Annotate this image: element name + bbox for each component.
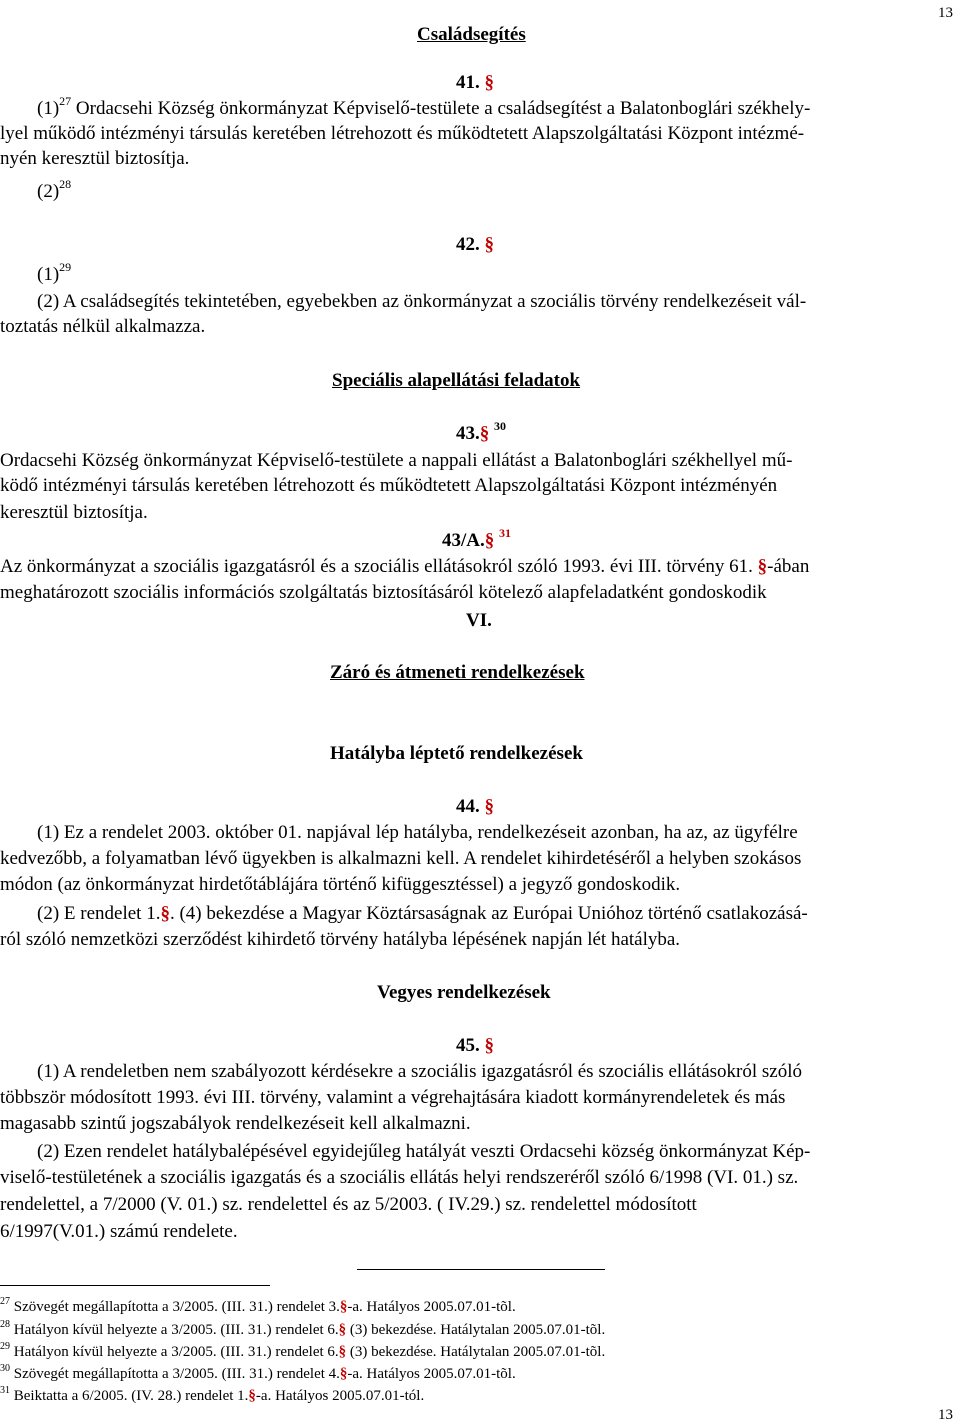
paragraph-43-number: 43.§ $^{30}$ [456,419,506,444]
p43a-line-1: Az önkormányzat a szociális igazgatásról és a szociális ellátásokról szóló 1993. évi III. törvény 61. §-ában [0,556,810,577]
p44-line-4: (2) E rendelet 1.§. (4) bekezdése a Magyar Köztársaságnak az Európai Unióhoz történő csatlakozásá- [37,903,808,924]
footnote-28: $^{28}$ Hatályon kívül helyezte a 3/2005. (III. 31.) rendelet 6.§ (3) bekezdése. Hatálytalan 2005.07.01-tõl. [0,1319,606,1338]
paragraph-44-number: 44. § [456,796,494,817]
p41-line-4: $(2)^{28}$ [37,177,72,202]
heading-vegyes: Vegyes rendelkezések [377,982,551,1003]
p41-line-3: nyén keresztül biztosítja. [0,148,190,169]
p45-line-3: magasabb szintű jogszabályok rendelkezéseit kell alkalmazni. [0,1113,471,1134]
heading-hatalyba: Hatályba léptető rendelkezések [330,743,583,764]
paragraph-43a-number: 43/A.§ $^{31}$ [442,526,511,551]
p44-line-3: módon (az önkormányzat hirdetőtáblájára történő kifüggesztéssel) a jegyző gondoskodik. [0,874,681,895]
p43-line-2: ködő intézményi társulás keretében létrehozott és működtetett Alapszolgáltatási Központ intézményén [0,475,778,496]
paragraph-45-number: 45. § [456,1035,494,1056]
p42-line-2: (2) A családsegítés tekintetében, egyebekben az önkormányzat a szociális törvény rendelkezéseit vál- [37,291,807,312]
p45-line-1: (1) A rendeletben nem szabályozott kérdésekre a szociális igazgatásról és szociális ellátásokról szóló [37,1061,802,1082]
paragraph-41-number: 41. § [456,72,494,93]
p45-line-4: (2) Ezen rendelet hatálybalépésével egyidejűleg hatályát veszti Ordacsehi község önkormányzat Kép- [37,1141,811,1162]
p44-line-1: (1) Ez a rendelet 2003. október 01. napjával lép hatályba, rendelkezéseit azonban, ha az, az ügyfélre [37,822,798,843]
p42-line-1: $(1)^{29}$ [37,260,72,285]
footnote-27: $^{27}$ Szövegét megállapította a 3/2005. (III. 31.) rendelet 3.§-a. Hatályos 2005.07.01-tõl. [0,1296,516,1315]
footnote-separator [0,1285,270,1286]
separator-line [357,1269,605,1270]
p45-line-7: 6/1997(V.01.) számú rendelete. [0,1221,238,1242]
p41-line-2: lyel működő intézményi társulás keretében létrehozott és működtetett Alapszolgáltatási Központ intézmé- [0,123,805,144]
p45-line-5: viselő-testületének a szociális igazgatás és a szociális ellátás helyi rendszeréről szóló 6/1998 (VI. 01.) sz. [0,1167,799,1188]
footnote-31: $^{31}$ Beiktatta a 6/2005. (IV. 28.) rendelet 1.§-a. Hatályos 2005.07.01-tól. [0,1385,425,1404]
p43a-line-2: meghatározott szociális információs szolgáltatás biztosításáról kötelező alapfeladatként gondoskodik [0,582,767,603]
p45-line-2: többször módosított 1993. évi III. törvény, valamint a végrehajtására kiadott kormányrendeletek és más [0,1087,786,1108]
page-number-bottom: 13 [938,1407,953,1423]
p44-line-5: ról szóló nemzetközi szerződést kihirdető törvény hatályba lépésének napján lét hatályba. [0,929,681,950]
heading-zaro: Záró és átmeneti rendelkezések [330,662,585,683]
p45-line-6: rendelettel, a 7/2000 (V. 01.) sz. rendelettel és az 5/2003. ( IV.29.) sz. rendelettel módosított [0,1194,697,1215]
p42-line-3: toztatás nélkül alkalmazza. [0,316,206,337]
p44-line-2: kedvezőbb, a folyamatban lévő ügyekben is alkalmazni kell. A rendelet kihirdetéséről a helyben szokásos [0,848,802,869]
footnote-30: $^{30}$ Szövegét megállapította a 3/2005. (III. 31.) rendelet 4.§-a. Hatályos 2005.07.01-tõl. [0,1363,516,1382]
heading-csaladsegites: Családsegítés [417,24,526,45]
page-number-top: 13 [938,5,953,21]
paragraph-42-number: 42. § [456,234,494,255]
footnote-29: $^{29}$ Hatályon kívül helyezte a 3/2005. (III. 31.) rendelet 6.§ (3) bekezdése. Hatálytalan 2005.07.01-tõl. [0,1341,606,1360]
p43-line-3: keresztül biztosítja. [0,502,148,523]
heading-specialis: Speciális alapellátási feladatok [332,370,581,391]
p43-line-1: Ordacsehi Község önkormányzat Képviselő-testülete a nappali ellátást a Balatonboglári székhellyel mű- [0,450,793,471]
p41-line-1: $(1)^{27}$ Ordacsehi Község önkormányzat Képviselő-testülete a családsegítést a Balatonboglári székhely- [37,94,811,119]
chapter-vi: VI. [466,610,492,631]
